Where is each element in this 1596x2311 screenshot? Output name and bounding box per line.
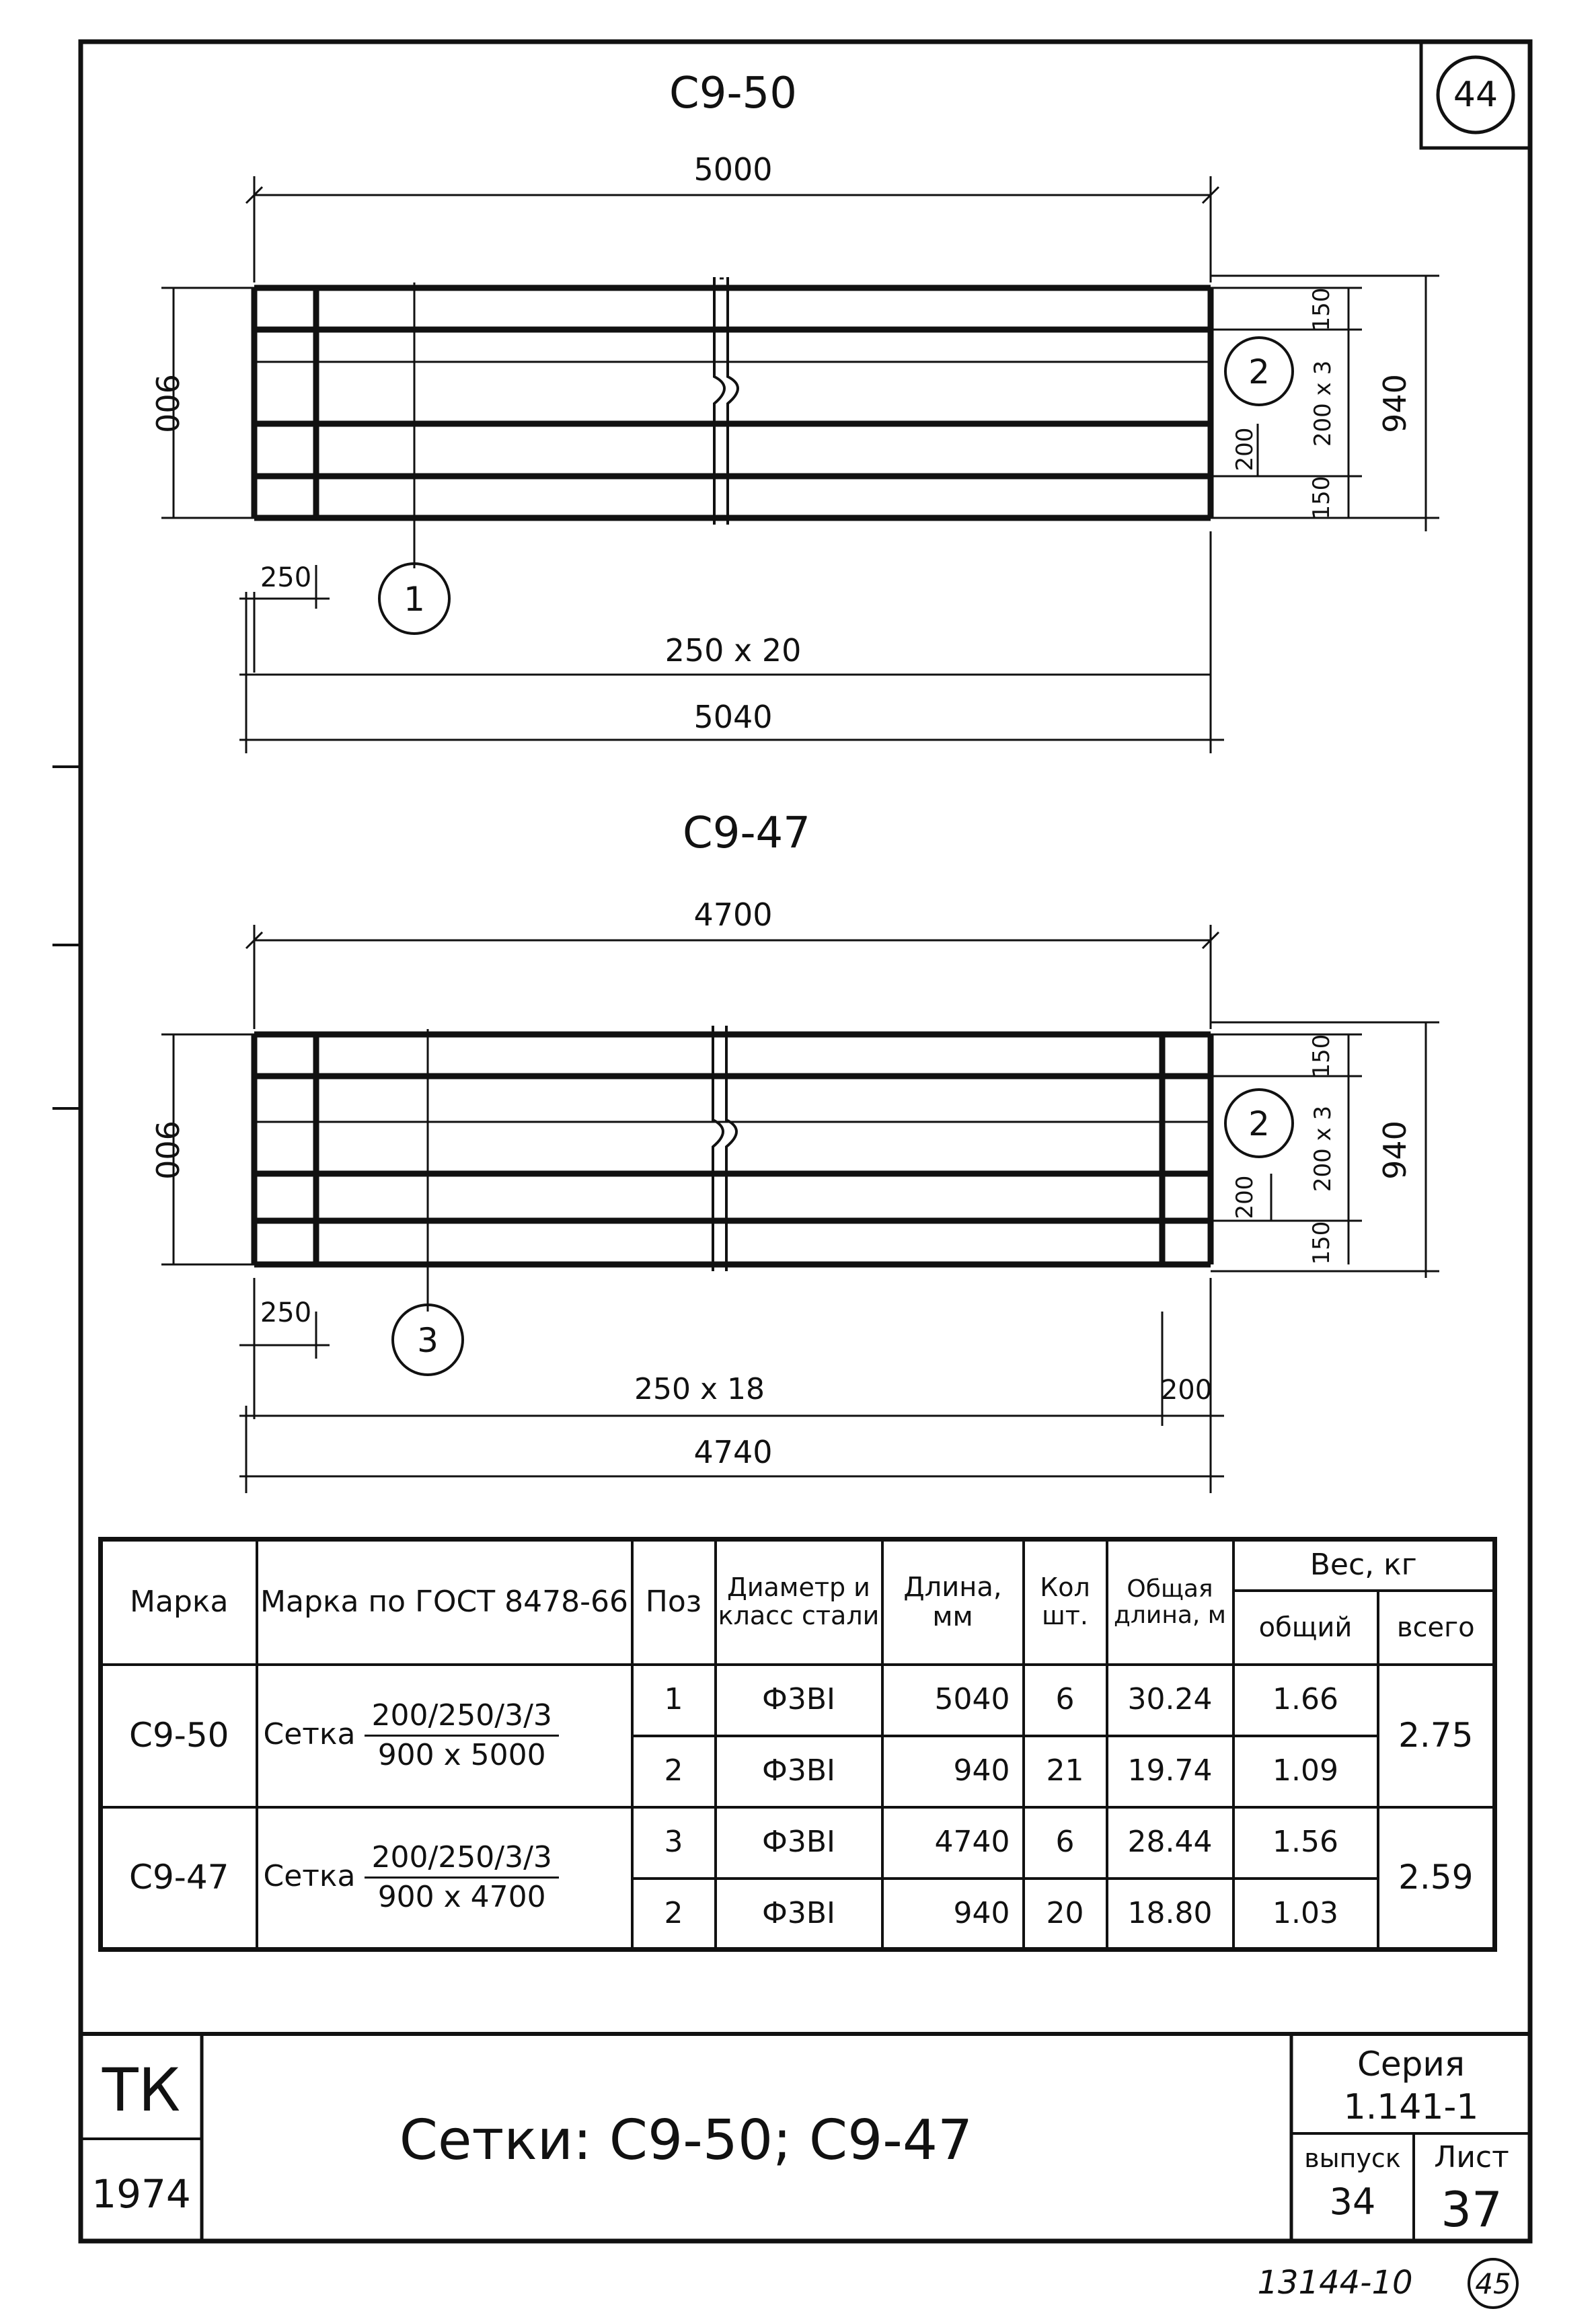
callout-label-1: 1 <box>404 580 425 619</box>
dim-step-c9-47: 250 <box>260 1297 312 1328</box>
header-total-length: Общая длина, м <box>1107 1540 1233 1665</box>
gost-numerator: 200/250/3/3 <box>365 1842 558 1879</box>
title-year: 1974 <box>91 2171 191 2217</box>
cell-count: 6 <box>1024 1665 1107 1736</box>
cell-weight: 1.03 <box>1233 1879 1378 1950</box>
gost-denominator: 900 х 5000 <box>377 1738 546 1772</box>
dim-right-total-c9-50: 940 <box>1377 374 1413 433</box>
issue-number: 34 <box>1329 2181 1376 2223</box>
drawing-title: Сетки: С9-50; С9-47 <box>399 2109 973 2172</box>
callout-label-2-bottom: 2 <box>1248 1104 1270 1143</box>
cell-length: 5040 <box>882 1665 1024 1736</box>
gost-prefix: Сетка <box>263 1858 356 1893</box>
cell-count: 21 <box>1024 1736 1107 1807</box>
archive-number: 13144-10 <box>1257 2264 1413 2302</box>
dim-spacing-c9-50: 250 х 20 <box>664 632 802 669</box>
gost-denominator: 900 х 4700 <box>377 1880 546 1915</box>
drawing-title-c9-50: С9-50 <box>669 69 797 118</box>
cell-total-length: 19.74 <box>1107 1736 1233 1807</box>
sheet-number: 37 <box>1441 2181 1503 2238</box>
header-marka-gost: Марка по ГОСТ 8478-66 <box>257 1540 632 1665</box>
cell-diameter: Ф3ВI <box>716 1879 882 1950</box>
cell-total-length: 28.44 <box>1107 1807 1233 1879</box>
cell-length: 940 <box>882 1879 1024 1950</box>
dim-end-c9-47: 200 <box>1160 1375 1213 1406</box>
issue-label: выпуск <box>1304 2144 1401 2173</box>
dim-right-top-c9-50: 150 <box>1308 287 1335 332</box>
mesh-drawing-c9-50 <box>149 69 1439 753</box>
cell-poz: 2 <box>632 1736 716 1807</box>
table-row <box>101 1807 1495 1879</box>
cell-weight-all: 2.75 <box>1378 1665 1495 1807</box>
cell-weight: 1.66 <box>1233 1665 1378 1736</box>
cell-weight: 1.09 <box>1233 1736 1378 1807</box>
sheet-label: Лист <box>1434 2140 1509 2174</box>
header-count: Кол шт. <box>1024 1540 1107 1665</box>
header-weight-total: общий <box>1233 1591 1378 1665</box>
cell-total-length: 30.24 <box>1107 1665 1233 1736</box>
title-code: ТК <box>102 2055 181 2125</box>
dim-total-c9-47: 4740 <box>693 1434 773 1470</box>
dim-right-mid-c9-50: 200 х 3 <box>1309 360 1336 447</box>
title-block <box>81 2034 1530 2241</box>
cell-poz: 1 <box>632 1665 716 1736</box>
gost-fraction <box>365 1842 558 1914</box>
dim-height-left-c9-47: 900 <box>149 1121 185 1180</box>
header-diameter: Диаметр и класс стали <box>716 1540 882 1665</box>
cell-poz: 2 <box>632 1879 716 1950</box>
header-length: Длина, мм <box>882 1540 1024 1665</box>
dim-spacing-c9-47: 250 х 18 <box>634 1372 765 1406</box>
drawing-title-c9-47: С9-47 <box>683 808 810 858</box>
cell-diameter: Ф3ВI <box>716 1665 882 1736</box>
header-poz: Поз <box>632 1540 716 1665</box>
dim-length-c9-50: 5000 <box>693 151 773 188</box>
series-label: Серия <box>1357 2045 1465 2084</box>
gost-numerator: 200/250/3/3 <box>365 1700 558 1737</box>
cell-length: 940 <box>882 1736 1024 1807</box>
table-row <box>101 1665 1495 1736</box>
specification-table <box>98 1537 1497 1952</box>
dim-right-total-c9-47: 940 <box>1377 1121 1413 1180</box>
dim-height-left-c9-50: 900 <box>149 374 185 433</box>
dim-right-top-c9-47: 150 <box>1308 1034 1335 1078</box>
dim-length-c9-47: 4700 <box>693 897 773 933</box>
row-marka: С9-50 <box>101 1665 257 1807</box>
dim-right-mid-c9-47: 200 х 3 <box>1309 1105 1336 1192</box>
cell-length: 4740 <box>882 1807 1024 1879</box>
cell-poz: 3 <box>632 1807 716 1879</box>
page-number: 45 <box>1475 2267 1511 2300</box>
header-weight-all: всего <box>1378 1591 1495 1665</box>
table-header-row <box>101 1540 1495 1591</box>
sheet-number-top: 44 <box>1453 75 1498 115</box>
cell-diameter: Ф3ВI <box>716 1807 882 1879</box>
dim-right-bottom-c9-47: 150 <box>1308 1221 1335 1265</box>
cell-count: 6 <box>1024 1807 1107 1879</box>
row-gost <box>257 1665 632 1807</box>
dim-inner-c9-47: 200 <box>1231 1175 1258 1219</box>
cell-weight-all: 2.59 <box>1378 1807 1495 1950</box>
dim-right-bottom-c9-50: 150 <box>1308 476 1335 520</box>
row-marka: С9-47 <box>101 1807 257 1950</box>
cell-count: 20 <box>1024 1879 1107 1950</box>
mesh-drawing-c9-47 <box>149 808 1439 1493</box>
row-gost <box>257 1807 632 1950</box>
gost-fraction <box>365 1700 558 1772</box>
dim-total-c9-50: 5040 <box>693 699 773 735</box>
dim-step-c9-50: 250 <box>260 562 312 593</box>
cell-diameter: Ф3ВI <box>716 1736 882 1807</box>
callout-label-2-top: 2 <box>1248 352 1270 391</box>
dim-inner-c9-50: 200 <box>1231 427 1258 471</box>
series-number: 1.141-1 <box>1343 2087 1479 2127</box>
cell-total-length: 18.80 <box>1107 1879 1233 1950</box>
header-weight: Вес, кг <box>1233 1540 1495 1591</box>
header-marka: Марка <box>101 1540 257 1665</box>
cell-weight: 1.56 <box>1233 1807 1378 1879</box>
callout-label-3: 3 <box>417 1321 439 1360</box>
gost-prefix: Сетка <box>263 1716 356 1751</box>
